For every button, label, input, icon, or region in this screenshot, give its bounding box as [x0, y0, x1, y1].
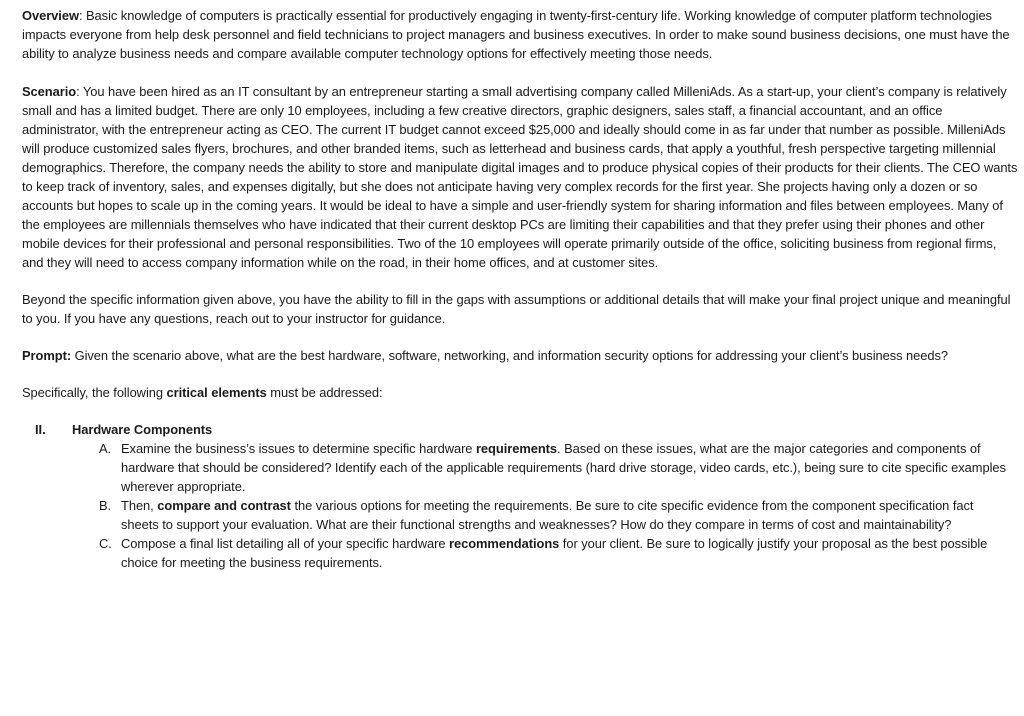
overview-paragraph	[22, 6, 1018, 63]
list-letter: C.	[99, 536, 112, 551]
list-item-b	[99, 496, 1018, 534]
scenario-paragraph	[22, 82, 1018, 272]
item-text-bold: requirements	[475, 441, 558, 456]
item-text-after: for your client. Be sure to logically justify your proposal as the best possible choice for meeting the business requirements.	[121, 536, 988, 570]
prompt-text: Given the scenario above, what are the best hardware, software, networking, and information security options for addressing your client’s business needs?	[71, 348, 949, 363]
section-title: Hardware Components	[72, 422, 213, 437]
item-text-after: . Based on these issues, what are the major categories and components of hardware that should be considered? Identify each of the applicable requirements (hard drive storage, video cards, etc.), being sure to cite specific examples wherever appropriate.	[121, 441, 1006, 494]
item-text-after: the various options for meeting the requirements. Be sure to cite specific evidence from the component specification fact sheets to support your evaluation. What are their functional strengths and weaknesses? How do they compare in terms of cost and maintainability?	[121, 498, 974, 532]
critical-intro-after: must be addressed:	[266, 385, 383, 400]
overview-label: Overview	[22, 8, 79, 23]
item-text-before: Compose a final list detailing all of your specific hardware	[121, 536, 449, 551]
list-item-a	[99, 439, 1018, 496]
scenario-label: Scenario	[22, 84, 77, 99]
requirements-list	[22, 439, 1018, 572]
list-item-text	[121, 439, 1018, 496]
scenario-text: : You have been hired as an IT consultant by an entrepreneur starting a small advertising company called MilleniAds. As a start-up, your client’s company is relatively small and has a limited budget. There are only 10 employees, including a few creative directors, graphic designers, sales staff, a financial accountant, and an office administrator, with the entrepreneur acting as CEO. The current IT budget cannot exceed $25,000 and ideally should come in as far under that number as possible. MilleniAds will produce customized sales flyers, brochures, and other branded items, such as letterhead and business cards, that apply a youthful, fresh perspective targeting millennial demographics. Therefore, the company needs the ability to store and manipulate digital images and to produce physical copies of their products for their clients. The CEO wants to keep track of inventory, sales, and expenses digitally, but she does not anticipate having very complex records for the first year. She projects having only a dozen or so accounts but hopes to scale up in the coming years. It would be ideal to have a simple and user-friendly system for sharing information and files between employees. Many of the employees are millennials themselves who have indicated that their current desktop PCs are limiting their capabilities and that they prefer using their phones and other mobile devices for their professional and personal responsibilities. Two of the 10 employees will operate primarily outside of the office, soliciting business from regional firms, and they will need to access company information while on the road, in their home offices, and at customer sites.	[22, 84, 1018, 270]
critical-elements-intro	[22, 383, 1018, 402]
list-item-text	[121, 534, 1018, 572]
list-letter: A.	[99, 441, 112, 456]
critical-elements-bold: critical elements	[166, 385, 267, 400]
item-text-before: Then,	[121, 498, 158, 513]
prompt-label: Prompt:	[22, 348, 72, 363]
overview-text: : Basic knowledge of computers is practically essential for productively engaging in twenty-first-century life. Working knowledge of computer platform technologies impacts everyone from help desk personnel and field technicians to project managers and business executives. In order to make sound business decisions, one must have the ability to analyze business needs and compare available computer technology options for effectively meeting those needs.	[22, 8, 1010, 61]
list-item-c	[99, 534, 1018, 572]
list-item-text	[121, 496, 1018, 534]
hardware-components-section	[22, 420, 1018, 572]
item-text-bold: compare and contrast	[157, 498, 291, 513]
beyond-paragraph: Beyond the specific information given above, you have the ability to fill in the gaps with assumptions or additional details that will make your final project unique and meaningful to you. If you have any questions, reach out to your instructor for guidance.	[22, 292, 1011, 326]
prompt-paragraph	[22, 346, 1018, 365]
item-text-bold: recommendations	[448, 536, 560, 551]
section-numeral: II.	[35, 422, 46, 437]
item-text-before: Examine the business’s issues to determine specific hardware	[121, 441, 476, 456]
critical-intro-before: Specifically, the following	[22, 385, 167, 400]
section-heading	[22, 420, 1018, 439]
list-letter: B.	[99, 498, 112, 513]
